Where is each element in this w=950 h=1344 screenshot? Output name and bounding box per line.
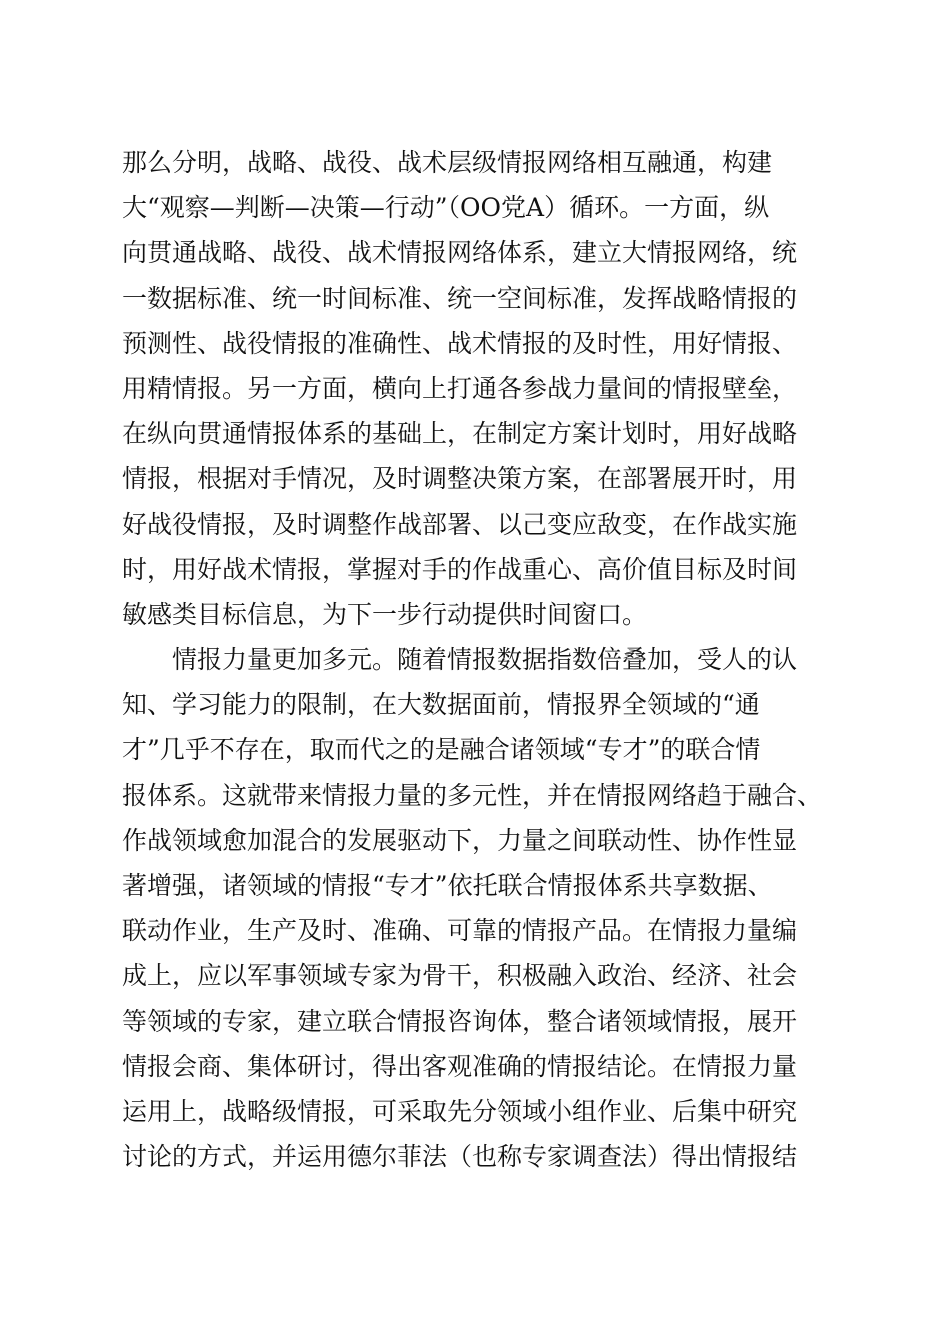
text-line: 在纵向贯通情报体系的基础上，在制定方案计划时，用好战略: [122, 419, 798, 449]
text-line: 作战领域愈加混合的发展驱动下，力量之间联动性、协作性显: [122, 825, 798, 855]
text-line: 用精情报。另一方面，横向上打通各参战力量间的情报壁垒，: [122, 373, 798, 403]
text-line: 情报会商、集体研讨，得出客观准确的情报结论。在情报力量: [122, 1051, 798, 1081]
text-line: 一数据标准、统一时间标准、统一空间标准，发挥战略情报的: [122, 283, 798, 313]
text-line: 时，用好战术情报，掌握对手的作战重心、高价值目标及时间: [122, 554, 798, 584]
text-line: 讨论的方式，并运用德尔菲法（也称专家调查法）得出情报结: [122, 1142, 798, 1172]
paragraph-first-line: 情报力量更加多元。随着情报数据指数倍叠加，受人的认: [172, 645, 798, 675]
text-line: 报体系。这就带来情报力量的多元性，并在情报网络趋于融合、: [122, 780, 823, 810]
text-line: 那么分明，战略、战役、战术层级情报网络相互融通，构建: [122, 148, 773, 177]
paragraph-2: [122, 637, 842, 1179]
text-line: 大“观察—判断—决策—行动”（OO党A）循环。一方面，纵: [122, 193, 770, 223]
text-line: 成上，应以军事领域专家为骨干，积极融入政治、经济、社会: [122, 961, 798, 991]
paragraph-1: [122, 140, 842, 637]
body-text: [122, 140, 842, 1179]
text-line: 敏感类目标信息，为下一步行动提供时间窗口。: [122, 599, 648, 629]
text-line: 好战役情报，及时调整作战部署、以己变应敌变，在作战实施: [122, 509, 798, 539]
text-line: 情报，根据对手情况，及时调整决策方案，在部署展开时，用: [122, 464, 798, 494]
text-line: 才”几乎不存在，取而代之的是融合诸领域“专才”的联合情: [122, 735, 761, 765]
text-line: 等领域的专家，建立联合情报咨询体，整合诸领域情报，展开: [122, 1006, 798, 1036]
text-line: 运用上，战略级情报，可采取先分领域小组作业、后集中研究: [122, 1096, 798, 1126]
text-line: 预测性、战役情报的准确性、战术情报的及时性，用好情报、: [122, 328, 798, 358]
text-line: 向贯通战略、战役、战术情报网络体系，建立大情报网络，统: [122, 238, 798, 268]
text-line: 知、学习能力的限制，在大数据面前，情报界全领域的“通: [122, 690, 760, 720]
text-line: 著增强，诸领域的情报“专才”依托联合情报体系共享数据、: [122, 871, 773, 900]
text-line: 联动作业，生产及时、准确、可靠的情报产品。在情报力量编: [122, 916, 798, 946]
